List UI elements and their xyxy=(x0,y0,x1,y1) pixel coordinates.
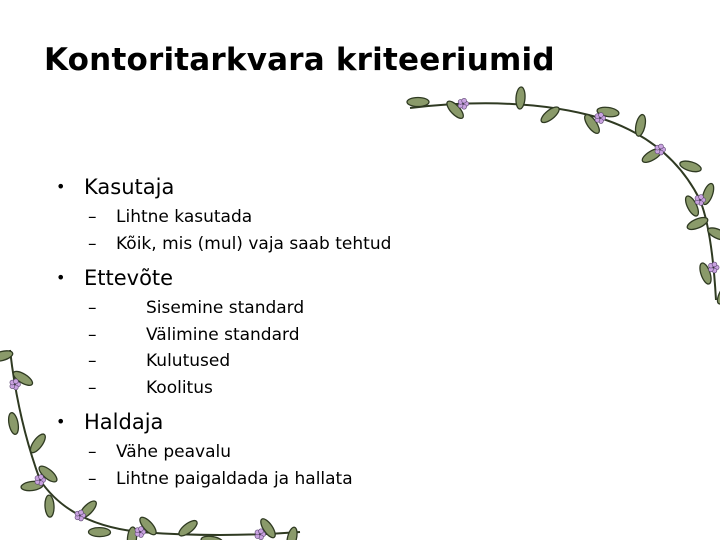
dash-icon: – xyxy=(88,442,97,462)
bullet-label: Haldaja xyxy=(84,410,164,434)
sub-item xyxy=(88,466,391,493)
vine-leaf xyxy=(88,527,110,536)
dash-icon: – xyxy=(88,298,97,318)
vine-leaf xyxy=(686,215,710,232)
dash-icon: – xyxy=(88,324,97,345)
sub-item xyxy=(88,375,391,402)
sub-item-label: Koolitus xyxy=(146,377,213,398)
vine-leaf xyxy=(515,87,526,110)
slide-title: Kontoritarkvara kriteeriumid xyxy=(44,42,555,78)
bullet-icon: • xyxy=(56,268,66,287)
sub-item xyxy=(88,348,391,375)
sub-item-label: Vähe peavalu xyxy=(116,442,232,462)
sub-item xyxy=(88,204,391,231)
vine-leaf xyxy=(44,495,54,517)
sub-item-label: Lihtne paigaldada ja hallata xyxy=(116,468,353,489)
vine-leaf xyxy=(634,114,647,137)
sub-item xyxy=(88,231,391,258)
bullet-label: Ettevõte xyxy=(84,266,174,290)
vine-leaf xyxy=(28,432,48,455)
dash-icon: – xyxy=(88,377,97,398)
sub-item-label: Välimine standard xyxy=(146,324,300,345)
bullet-icon: • xyxy=(56,177,66,196)
sub-list-haldaja xyxy=(88,439,391,492)
dash-icon: – xyxy=(88,351,97,371)
dash-icon: – xyxy=(88,207,97,227)
vine-leaf xyxy=(7,412,20,435)
sub-item-label: Sisemine standard xyxy=(146,298,305,318)
sub-item xyxy=(88,322,391,349)
bullet-list xyxy=(56,172,391,498)
bullet-kasutaja xyxy=(56,172,391,202)
sub-item-label: Kõik, mis (mul) vaja saab tehtud xyxy=(116,233,392,254)
dash-icon: – xyxy=(88,233,97,254)
sub-list-ettevote xyxy=(88,295,391,401)
sub-list-kasutaja xyxy=(88,204,391,257)
sub-item-label: Lihtne kasutada xyxy=(116,207,253,227)
vine-leaf xyxy=(407,98,429,107)
bullet-label: Kasutaja xyxy=(84,175,175,199)
sub-item xyxy=(88,439,391,466)
bullet-icon: • xyxy=(56,412,66,431)
bullet-haldaja xyxy=(56,407,391,437)
bullet-ettevote xyxy=(56,263,391,293)
sub-item xyxy=(88,295,391,322)
sub-item-label: Kulutused xyxy=(146,351,231,371)
dash-icon: – xyxy=(88,468,97,489)
